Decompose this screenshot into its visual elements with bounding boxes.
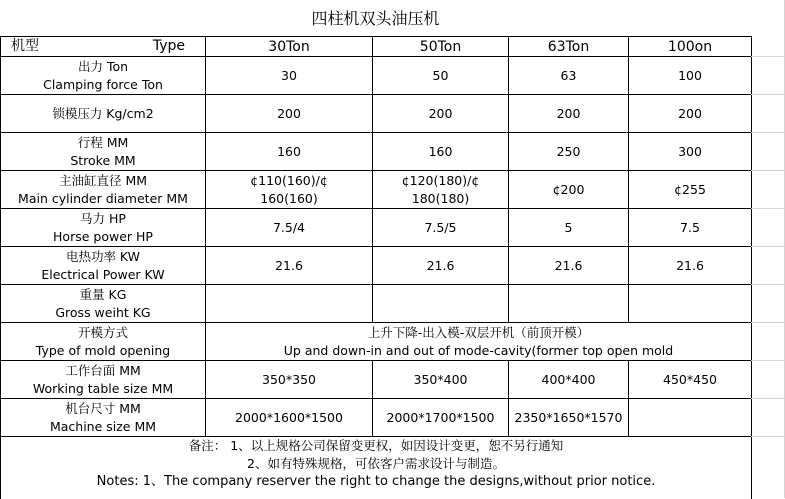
sheet-grid-line [751,322,785,323]
row-label-line: Gross weiht KG [3,304,203,322]
merged-value-line: 上升下降-出入模-双层开机（前顶开模） [208,324,749,342]
value-cell: 7.5/5 [373,209,509,247]
sheet-grid-line [751,284,785,285]
value-cell: 350*350 [206,361,373,399]
table-row [1,323,752,361]
table-row [1,361,752,399]
table-row [1,285,752,323]
sheet-grid-line [751,56,785,57]
page-title: 四柱机双头油压机 [0,6,751,32]
value-cell: 2350*1650*1570 [509,399,629,437]
value-cell: 450*450 [629,361,752,399]
row-label-cell [1,171,206,209]
header-label-cn: 机型 [11,37,39,55]
value-cell: 350*400 [373,361,509,399]
value-cell: 160 [373,133,509,171]
row-label-cell [1,247,206,285]
row-label-line: 主油缸直径 MM [3,172,203,190]
row-label-line: Electrical Power KW [3,266,203,284]
row-label-line: 重量 KG [3,286,203,304]
value-cell: 200 [373,95,509,133]
row-label-line: 机台尺寸 MM [3,400,203,418]
header-model-cell: 63Ton [509,37,629,57]
value-cell: 200 [629,95,752,133]
value-cell: 63 [509,57,629,95]
row-label-cell [1,399,206,437]
table-row [1,247,752,285]
notes-row [1,437,752,499]
row-label-line: 行程 MM [3,134,203,152]
header-row [1,37,752,57]
row-label-cell [1,133,206,171]
row-label-line: Type of mold opening [3,342,203,360]
value-cell: 5 [509,209,629,247]
row-label-cell [1,361,206,399]
row-label-line: Machine size MM [3,418,203,436]
note-line-3: Notes: 1、The company reserver the right to change the designs,without prior notice. [3,473,749,491]
value-cell: 21.6 [206,247,373,285]
merged-value-cell [206,323,752,361]
spec-table [0,36,752,499]
sheet-grid-line [751,246,785,247]
row-label-line: 出力 Ton [3,58,203,76]
value-cell: 21.6 [373,247,509,285]
value-cell: ¢200 [509,171,629,209]
row-label-cell [1,57,206,95]
merged-value-line: Up and down-in and out of mode-cavity(former top open mold [208,342,749,360]
row-label-line: 电热功率 KW [3,248,203,266]
row-label-line: 锁模压力 Kg/cm2 [3,105,203,123]
row-label-cell [1,95,206,133]
value-cell: 250 [509,133,629,171]
sheet-grid-line [751,94,785,95]
table-row [1,95,752,133]
value-cell: 160 [206,133,373,171]
value-line: ¢110(160)/¢ [208,172,370,190]
value-cell: 400*400 [509,361,629,399]
row-label-line: Clamping force Ton [3,76,203,94]
row-label-line: Horse power HP [3,228,203,246]
header-model-cell: 30Ton [206,37,373,57]
value-line: 160(160) [208,190,370,208]
sheet-grid-line [751,436,785,437]
table-row [1,209,752,247]
value-line: 180(180) [375,190,506,208]
row-label-cell [1,323,206,361]
value-cell: 300 [629,133,752,171]
sheet-grid-line [751,208,785,209]
value-cell: 21.6 [629,247,752,285]
value-cell: 7.5 [629,209,752,247]
table-row [1,57,752,95]
value-cell: 2000*1700*1500 [373,399,509,437]
value-cell: 50 [373,57,509,95]
row-label-cell [1,285,206,323]
value-cell [206,285,373,323]
note-line-2: 2、如有特殊规格，可依客户需求设计与制造。 [3,455,749,473]
sheet-grid-line [751,398,785,399]
value-cell [629,285,752,323]
value-cell: 30 [206,57,373,95]
notes-cell [1,437,752,499]
value-cell: 21.6 [509,247,629,285]
header-type-cell [1,37,206,57]
value-cell [206,171,373,209]
value-cell: 100 [629,57,752,95]
value-cell [373,171,509,209]
value-cell [373,285,509,323]
row-label-line: Main cylinder diameter MM [3,190,203,208]
sheet-grid-line [751,360,785,361]
value-cell: 200 [206,95,373,133]
header-model-cell: 50Ton [373,37,509,57]
value-cell: ¢255 [629,171,752,209]
header-label-en: Type [153,37,185,55]
sheet-grid-line [751,170,785,171]
value-cell: 200 [509,95,629,133]
value-cell: 7.5/4 [206,209,373,247]
table-row [1,171,752,209]
header-model-cell: 100on [629,37,752,57]
table-row [1,399,752,437]
row-label-line: 马力 HP [3,210,203,228]
row-label-line: Stroke MM [3,152,203,170]
row-label-line: 开模方式 [3,324,203,342]
row-label-line: 工作台面 MM [3,362,203,380]
value-cell: 2000*1600*1500 [206,399,373,437]
value-cell [629,399,752,437]
value-cell [509,285,629,323]
row-label-cell [1,209,206,247]
table-row [1,133,752,171]
note-line-1: 备注： 1、以上规格公司保留变更权，如因设计变更，恕不另行通知 [3,437,749,455]
row-label-line: Working table size MM [3,380,203,398]
value-line: ¢120(180)/¢ [375,172,506,190]
sheet-grid-line [751,132,785,133]
